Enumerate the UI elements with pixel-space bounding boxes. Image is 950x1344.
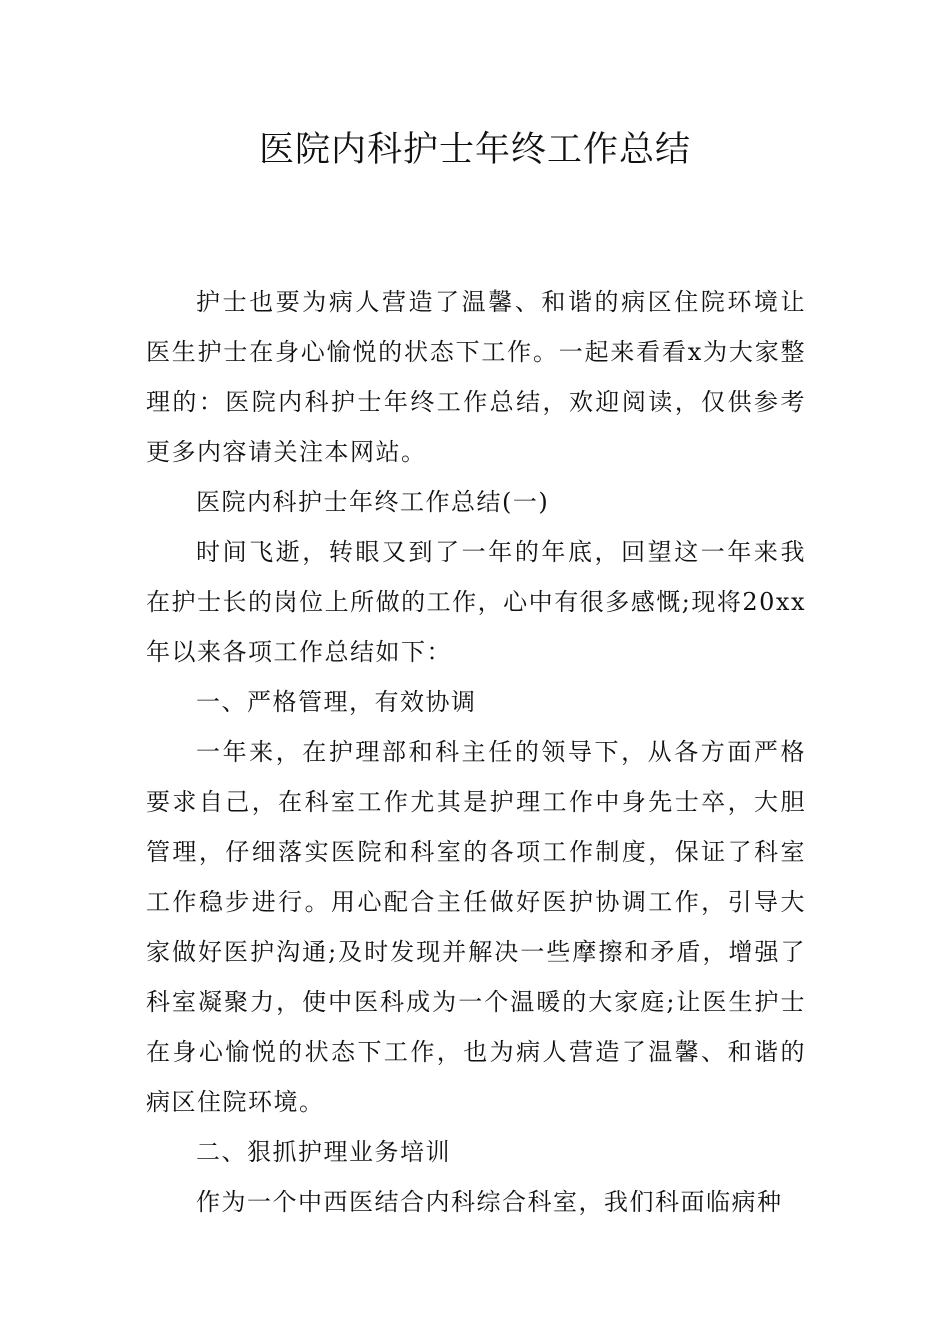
intro-paragraph: 护士也要为病人营造了温馨、和谐的病区住院环境让医生护士在身心愉悦的状态下工作。一起来看看x为大家整理的：医院内科护士年终工作总结，欢迎阅读，仅供参考更多内容请关注本网站。 [146, 288, 806, 466]
section-heading-part-one: 医院内科护士年终工作总结(一) [196, 488, 550, 516]
opening-paragraph: 时间飞逝，转眼又到了一年的年底，回望这一年来我在护士长的岗位上所做的工作，心中有很多感慨;现将20xx年以来各项工作总结如下： [146, 538, 806, 666]
heading-training: 二、狠抓护理业务培训 [196, 1138, 451, 1166]
document-body [146, 277, 806, 1227]
heading-strict-management: 一、严格管理，有效协调 [196, 688, 477, 716]
management-paragraph: 一年来，在护理部和科主任的领导下，从各方面严格要求自己，在科室工作尤其是护理工作中身先士卒，大胆管理，仔细落实医院和科室的各项工作制度，保证了科室工作稳步进行。用心配合主任做好医护协调工作，引导大家做好医护沟通;及时发现并解决一些摩擦和矛盾，增强了科室凝聚力，使中医科成为一个温暖的大家庭;让医生护士在身心愉悦的状态下工作，也为病人营造了温馨、和谐的病区住院环境。 [146, 738, 806, 1116]
document-title: 医院内科护士年终工作总结 [258, 130, 691, 170]
training-paragraph: 作为一个中西医结合内科综合科室，我们科面临病种 [196, 1188, 783, 1216]
